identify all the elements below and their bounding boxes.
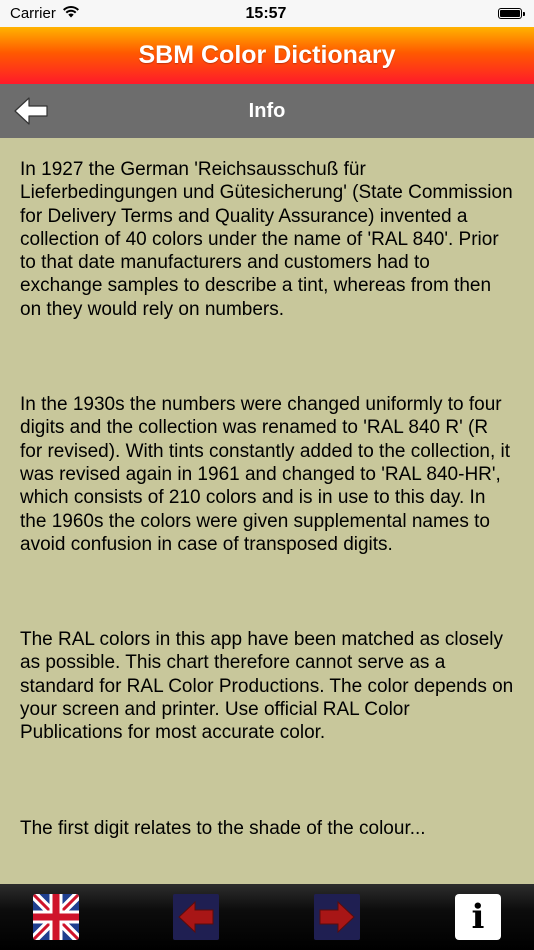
info-icon: i (471, 897, 485, 937)
info-content[interactable] (0, 138, 534, 884)
language-button[interactable] (33, 894, 79, 940)
page-title: Info (248, 99, 286, 122)
carrier-label: Carrier (10, 5, 56, 22)
back-button[interactable] (12, 93, 50, 129)
status-time: 15:57 (245, 4, 287, 22)
right-arrow-icon (314, 894, 360, 940)
next-button[interactable] (314, 894, 360, 940)
back-arrow-icon (13, 96, 49, 126)
status-left (10, 5, 150, 22)
wifi-icon (62, 5, 80, 22)
app-title: SBM Color Dictionary (138, 41, 396, 69)
uk-flag-icon (33, 894, 79, 940)
info-paragraph-1: In 1927 the German 'Reichsausschuß für Lieferbedingungen und Gütesicherung' (State Commission for Delivery Terms and Quality Assurance) invented a collection of 40 colors under the name of 'RAL 840'. Prior to that date manufacturers and customers had to exchange samples to describe a tint, whereas from then on they would rely on numbers. (20, 159, 513, 320)
previous-button[interactable] (173, 894, 219, 940)
info-paragraph-3: The RAL colors in this app have been matched as closely as possible. This chart therefore cannot serve as a standard for RAL Color Productions. The color depends on your screen and printer. Use official RAL Color Publications for most accurate color. (20, 629, 514, 744)
info-paragraph-2: In the 1930s the numbers were changed uniformly to four digits and the collection was renamed to 'RAL 840 R' (R for revised). With tints constantly added to the collection, it was revised again in 1961 and changed to 'RAL 840-HR', which consists of 210 colors and is in use to this day. In the 1960s the colors were given supplemental names to avoid confusion in case of transposed digits. (20, 394, 511, 555)
left-arrow-icon (173, 894, 219, 940)
battery-level (500, 10, 520, 17)
battery-icon (498, 8, 522, 19)
nav-bar (0, 84, 534, 138)
info-button[interactable] (455, 894, 501, 940)
status-bar (0, 0, 534, 27)
app-header (0, 27, 534, 84)
status-right (382, 8, 522, 19)
bottom-toolbar (0, 884, 534, 950)
info-paragraph-4: The first digit relates to the shade of the colour... (20, 817, 426, 839)
